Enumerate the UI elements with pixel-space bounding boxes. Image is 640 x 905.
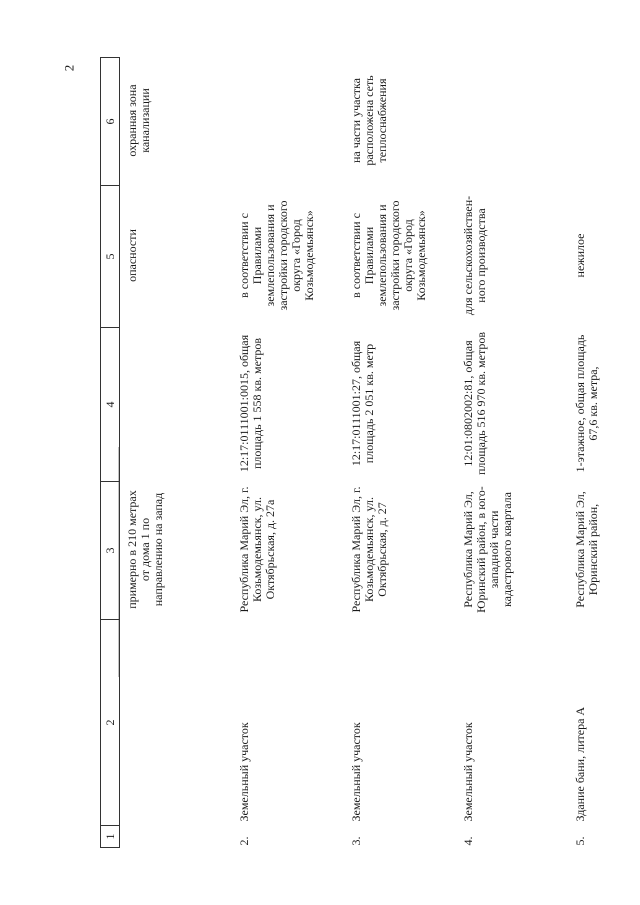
object-encumbrance: на части участка расположена сеть теплоснабжения [349,75,389,166]
object-characteristics: 12:01:0802002:81, общая площадь 516 970 кв. метров [461,331,488,476]
header-cell-6: 6 [101,58,120,186]
page-number: 2 [61,64,77,72]
header-cell-2: 2 [101,620,120,826]
table-row [232,58,344,848]
object-purpose: для сельскохозяйствен-ного производства [461,195,488,316]
object-purpose: в соответствии с Правилами землепользования и застройки городского округа «Город Козьмодемьянск» [349,200,428,311]
table-row [344,58,456,848]
object-name [120,620,233,826]
table-row [120,58,233,848]
row-number [120,826,233,848]
object-purpose: в соответствии с Правилами землепользования и застройки городского округа «Город Козьмодемьянск» [237,200,316,311]
object-address: Республика Марий Эл, г. Козьмодемьянск, ул. Октябрьская, д. 27а [237,486,277,613]
row-number: 4. [461,836,475,846]
header-cell-4: 4 [101,328,120,482]
object-characteristics: 12:17:0111001:0015, общая площадь 1 558 кв. метров [237,334,264,473]
object-name: Земельный участок [461,722,475,822]
row-number: 3. [349,836,363,846]
object-encumbrance [232,58,344,186]
table-row [568,58,640,848]
object-address: Республика Марий Эл, г. Козьмодемьянск, ул. Октябрьская, д. 27 [349,486,389,613]
rotated-document [100,58,620,848]
object-encumbrance [456,58,568,186]
object-address: Республика Марий Эл, Юринский район, [573,491,600,608]
header-cell-3: 3 [101,482,120,620]
object-characteristics: 12:17:0111001:27, общая площадь 2 051 кв. метр [349,340,376,467]
object-encumbrance [568,58,640,186]
object-characteristics [120,328,233,482]
object-purpose: нежилое [573,233,587,278]
object-encumbrance: охранная зона канализации [125,84,152,157]
row-number: 5. [573,836,587,846]
object-purpose: опасности [125,229,139,282]
header-cell-1: 1 [101,826,120,848]
object-address: примерно в 210 метрах от дома 1 по направлению на запад [125,490,165,609]
object-address: Республика Марий Эл, Юринский район, в юго-западной части кадастрового квартала [461,486,514,613]
row-number: 2. [237,836,251,846]
object-characteristics: 1-этажное, общая площадь 67,6 кв. метра, [573,334,600,473]
header-row [101,58,120,848]
property-table [100,57,640,848]
object-name: Здание бани, литера А [573,706,587,822]
table-row [456,58,568,848]
object-name: Земельный участок [237,722,251,822]
object-name: Земельный участок [349,722,363,822]
header-cell-5: 5 [101,186,120,328]
